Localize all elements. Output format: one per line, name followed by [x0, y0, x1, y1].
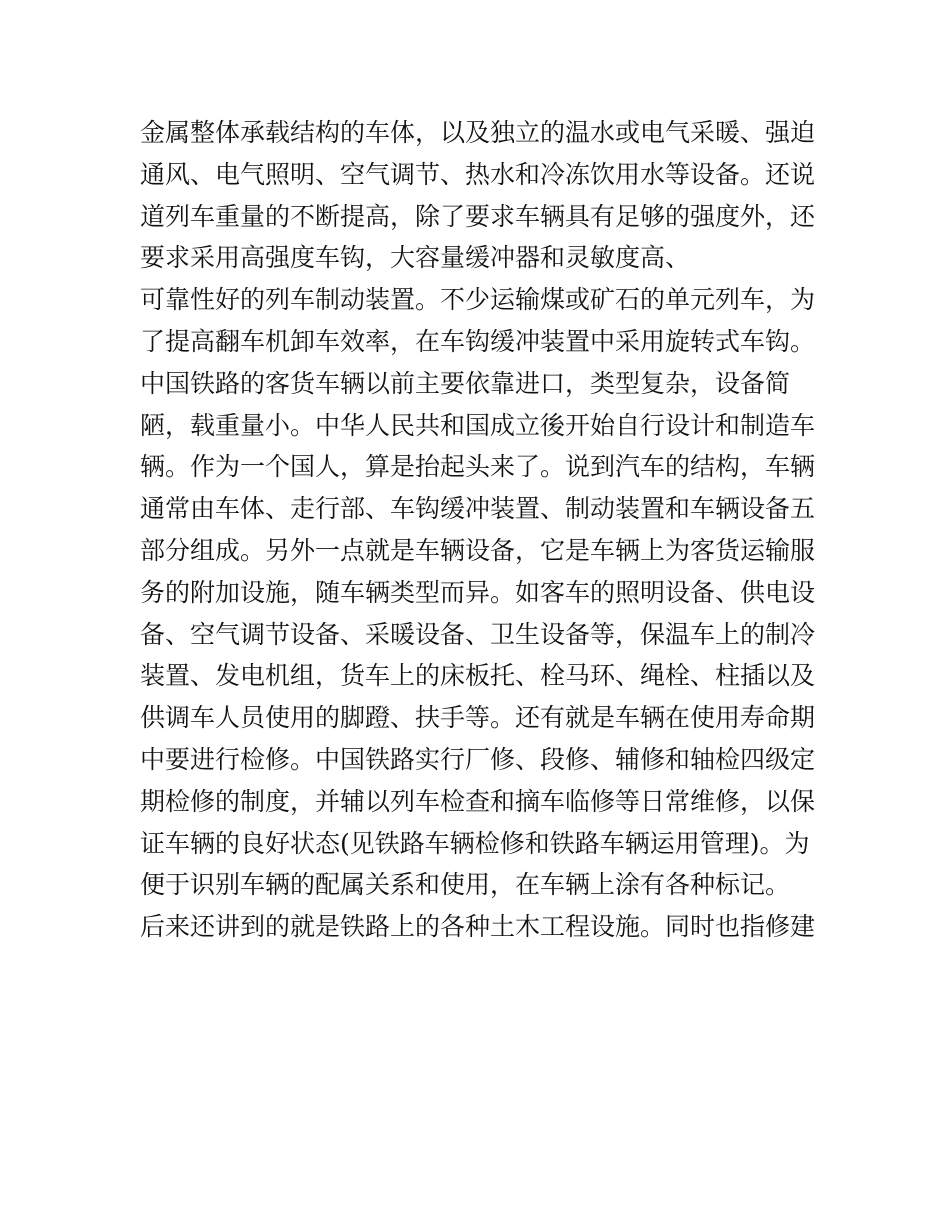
text-line: 后来还讲到的就是铁路上的各种土木工程设施。同时也指修建 — [140, 912, 816, 942]
text-line: 通常由车体、走行部、车钩缓冲装置、制动装置和车辆设备五 — [140, 494, 816, 524]
text-line: 中国铁路的客货车辆以前主要依靠进口，类型复杂，设备简 — [140, 368, 791, 398]
body-text — [140, 112, 820, 948]
text-line: 道列车重量的不断提高，除了要求车辆具有足够的强度外，还 — [140, 201, 816, 231]
text-line: 通风、电气照明、空气调节、热水和冷冻饮用水等设备。还说 — [140, 159, 816, 189]
text-line: 要求采用高强度车钩，大容量缓冲器和灵敏度高、 — [140, 243, 691, 273]
text-line: 可靠性好的列车制动装置。不少运输煤或矿石的单元列车，为 — [140, 285, 816, 315]
text-line: 期检修的制度，并辅以列车检查和摘车临修等日常维修，以保 — [140, 786, 816, 816]
text-line: 部分组成。另外一点就是车辆设备，它是车辆上为客货运输服 — [140, 535, 816, 565]
text-line: 证车辆的良好状态(见铁路车辆检修和铁路车辆运用管理)。为 — [140, 828, 810, 858]
text-line: 便于识别车辆的配属关系和使用，在车辆上涂有各种标记。 — [140, 870, 791, 900]
text-line: 备、空气调节设备、采暖设备、卫生设备等，保温车上的制冷 — [140, 619, 816, 649]
text-line: 陋，载重量小。中华人民共和国成立後开始自行设计和制造车 — [140, 410, 816, 440]
text-line: 装置、发电机组，货车上的床板托、栓马环、绳栓、柱插以及 — [140, 661, 816, 691]
text-line: 供调车人员使用的脚蹬、扶手等。还有就是车辆在使用寿命期 — [140, 703, 816, 733]
text-line: 了提高翻车机卸车效率，在车钩缓冲装置中采用旋转式车钩。 — [140, 326, 816, 356]
text-line: 金属整体承载结构的车体，以及独立的温水或电气采暖、强迫 — [140, 118, 816, 147]
text-line: 辆。作为一个国人，算是抬起头来了。说到汽车的结构，车辆 — [140, 452, 816, 482]
text-line: 务的附加设施，随车辆类型而异。如客车的照明设备、供电设 — [140, 577, 816, 607]
text-line: 中要进行检修。中国铁路实行厂修、段修、辅修和轴检四级定 — [140, 744, 816, 774]
